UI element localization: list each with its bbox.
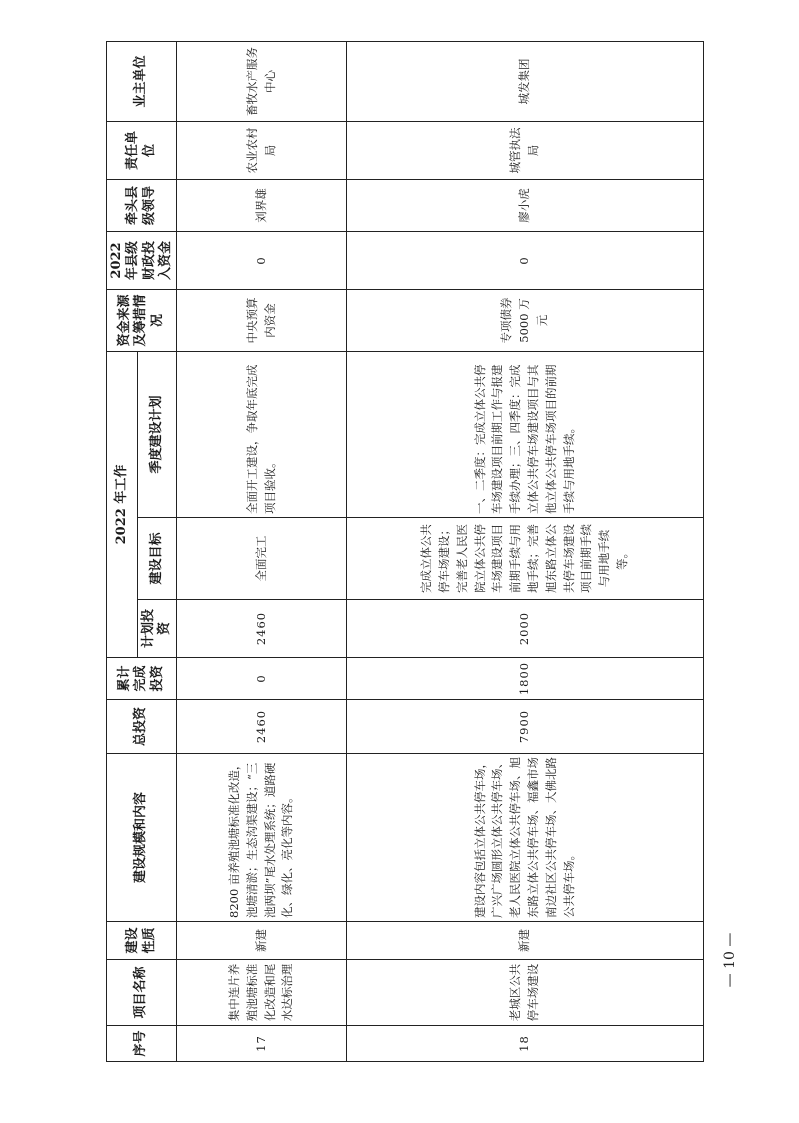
- cell-resp-unit: 城管执法局: [347, 122, 704, 180]
- header-target: 建设目标: [137, 518, 176, 600]
- header-name: 项目名称: [107, 960, 177, 1026]
- cell-content: 8200 亩养殖池塘标准化改造，池塘清淤；生态沟渠建设；“三池两坝”尾水处理系统；道路硬化、绿化、亮化等内容。: [177, 754, 347, 922]
- header-nature: 建设性质: [107, 922, 177, 960]
- page-number: — 10 —: [722, 932, 738, 988]
- header-work2022: 2022 年工作: [107, 352, 138, 658]
- cell-target: 完成立体公共停车场建设；完善老人民医院立体公共停车场建设项目前期手续与用地手续；完善旭东路立体公共停车场建设项目前期手续与用地手续等。: [347, 518, 704, 600]
- cell-target: 全面完工: [177, 518, 347, 600]
- header-plan-invest: 计划投资: [137, 600, 176, 658]
- header-content: 建设规模和内容: [107, 754, 177, 922]
- cell-plan-invest: 2460: [177, 600, 347, 658]
- cell-leader: 刘界雄: [177, 180, 347, 232]
- cell-quarterly: 一、二季度：完成立体公共停车场建设项目前期工作与报建手续办理；三、四季度：完成立体公共停车场建设项目与其他立体公共停车场项目的前期手续与用地手续。: [347, 352, 704, 518]
- header-resp-unit: 责任单位: [107, 122, 177, 180]
- cell-funding: 专项债券5000 万元: [347, 290, 704, 352]
- cell-nature: 新建: [347, 922, 704, 960]
- header-leader: 牵头县级领导: [107, 180, 177, 232]
- header-cumulative: 累计完成投资: [107, 658, 177, 700]
- cell-content: 建设内容包括立体公共停车场，广兴广场圆形立体公共停车场、老人民医院立体公共停车场、旭东路立体公共停车场、福鑫市场南边社区公共停车场、大佛北路公共停车场。: [347, 754, 704, 922]
- header-quarterly: 季度建设计划: [137, 352, 176, 518]
- cell-county-fund: 0: [177, 232, 347, 290]
- rotated-table-container: [106, 42, 701, 1062]
- cell-county-fund: 0: [347, 232, 704, 290]
- cell-seq: 18: [347, 1026, 704, 1062]
- cell-owner-unit: 畜牧水产服务中心: [177, 42, 347, 122]
- header-funding: 资金来源及筹措情况: [107, 290, 177, 352]
- cell-total: 7900: [347, 700, 704, 754]
- cell-cumulative: 0: [177, 658, 347, 700]
- header-owner-unit: 业主单位: [107, 42, 177, 122]
- cell-leader: 廖小虎: [347, 180, 704, 232]
- cell-cumulative: 1800: [347, 658, 704, 700]
- table-row: [347, 42, 704, 1062]
- header-county-fund: 2022 年县级财政投入资金: [107, 232, 177, 290]
- header-seq: 序号: [107, 1026, 177, 1062]
- header-total: 总投资: [107, 700, 177, 754]
- cell-total: 2460: [177, 700, 347, 754]
- cell-name: 集中连片养殖池塘标准化改造和尾水达标治理: [177, 960, 347, 1026]
- cell-resp-unit: 农业农村局: [177, 122, 347, 180]
- cell-quarterly: 全面开工建设，争取年底完成项目验收。: [177, 352, 347, 518]
- cell-owner-unit: 城发集团: [347, 42, 704, 122]
- cell-name: 老城区公共停车场建设: [347, 960, 704, 1026]
- header-row-1: [107, 42, 138, 1062]
- cell-plan-invest: 2000: [347, 600, 704, 658]
- project-table: [106, 41, 704, 1062]
- cell-seq: 17: [177, 1026, 347, 1062]
- cell-nature: 新建: [177, 922, 347, 960]
- cell-funding: 中央预算内资金: [177, 290, 347, 352]
- table-row: [177, 42, 347, 1062]
